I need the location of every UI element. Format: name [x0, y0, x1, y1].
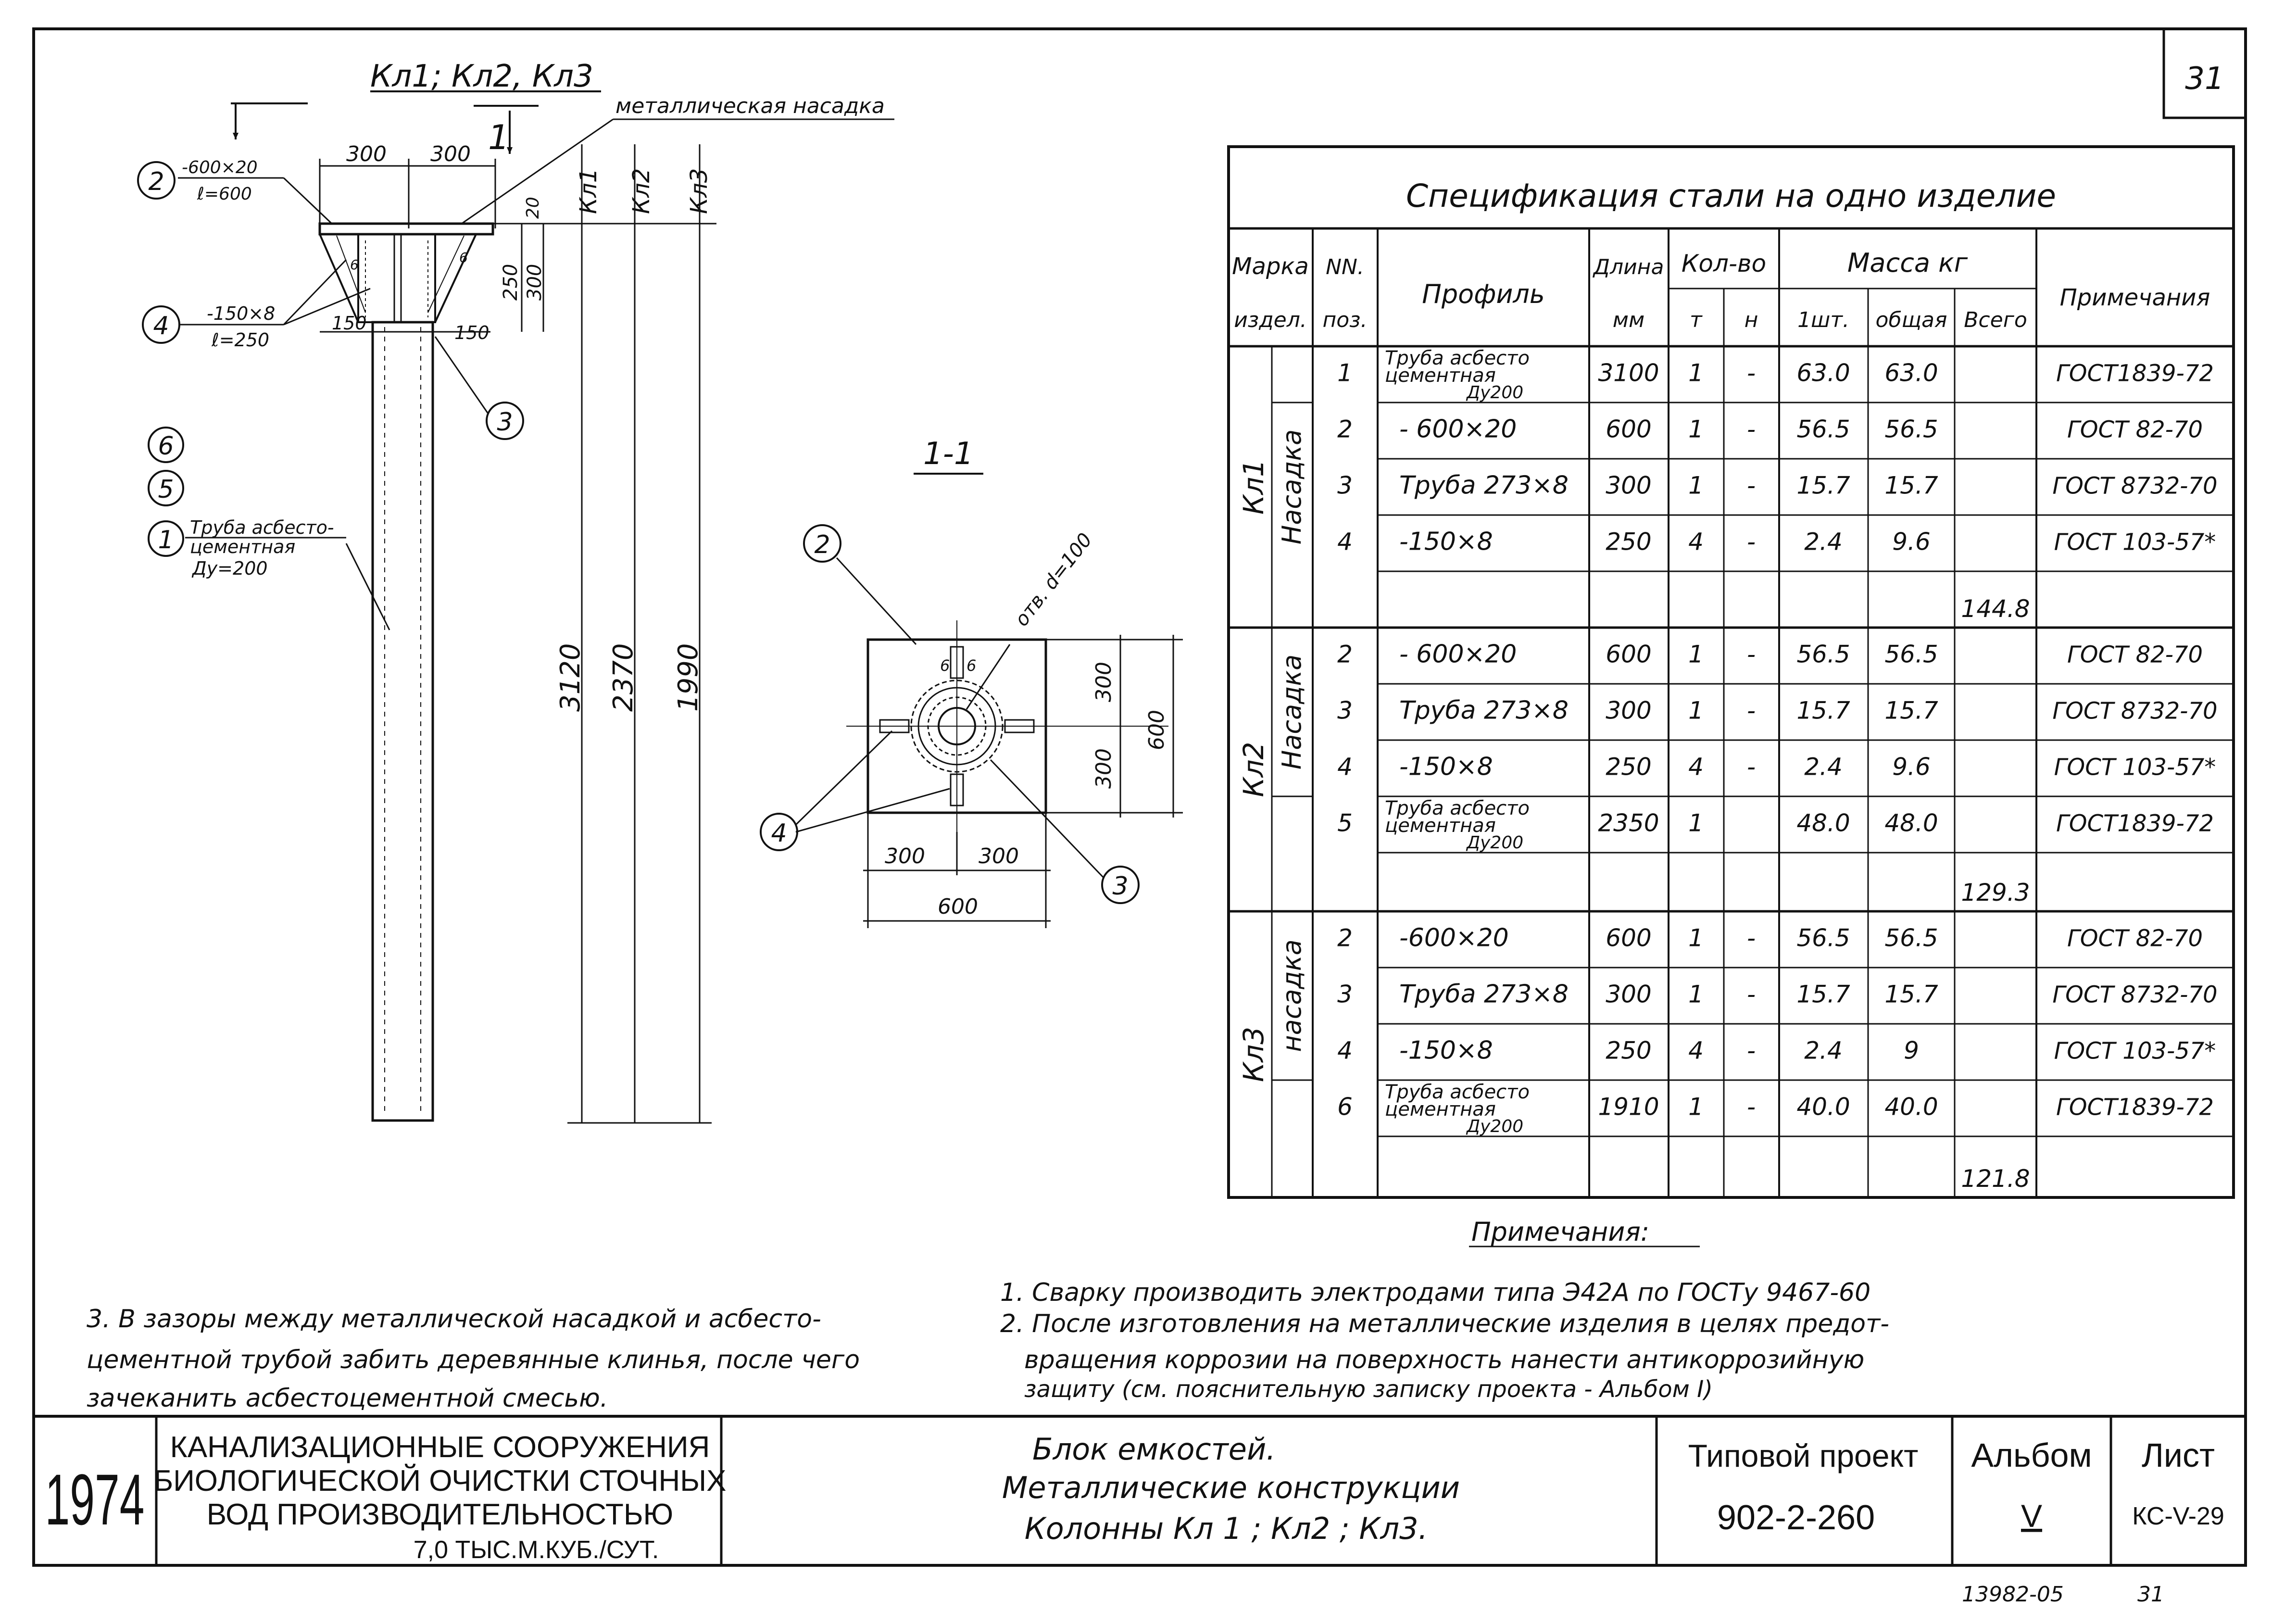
- cell-length: 300: [1606, 980, 1652, 1008]
- height-kl1: 3120: [555, 643, 586, 712]
- hdr-qty-t: т: [1690, 308, 1702, 332]
- cell-mass-1: 15.7: [1796, 471, 1850, 500]
- cell-profile-3: Ду200: [1467, 833, 1524, 853]
- note-2a: 2. После изготовления на металлические изделия в целях предот-: [1000, 1309, 1890, 1338]
- cell-mass-1: 40.0: [1796, 1093, 1850, 1121]
- cell-qty-n: -: [1746, 1093, 1756, 1121]
- cell-mass-total: 56.5: [1884, 415, 1938, 443]
- cell-mass-total: 9: [1904, 1036, 1919, 1065]
- callout-1-line1: Труба асбесто-: [190, 517, 334, 538]
- dim-6-right: 6: [459, 250, 468, 265]
- cell-profile-2: цементная: [1385, 815, 1496, 837]
- cell-note: ГОСТ 82-70: [2067, 416, 2203, 443]
- cell-length: 300: [1606, 696, 1652, 725]
- section-dim-6b: 6: [967, 656, 977, 675]
- album-label: Альбом: [1971, 1436, 2092, 1474]
- cell-qty-n: -: [1746, 640, 1756, 668]
- group-total: 129.3: [1961, 879, 2030, 906]
- cell-mass-total: 56.5: [1884, 640, 1938, 668]
- section-dim-300-bottom: 300: [1092, 748, 1116, 789]
- svg-text:4: 4: [153, 312, 169, 340]
- sheet-label: Лист: [2141, 1436, 2215, 1474]
- cell-pos: 4: [1337, 753, 1353, 781]
- hole-label: отв. d=100: [1010, 529, 1097, 631]
- page-number-box: [2164, 29, 2246, 118]
- album-number: V: [2021, 1498, 2043, 1534]
- cell-length: 600: [1606, 924, 1652, 952]
- cell-profile: - 600×20: [1399, 640, 1517, 669]
- cell-qty-n: -: [1746, 359, 1756, 387]
- hdr-profile: Профиль: [1422, 279, 1545, 309]
- svg-text:3: 3: [1112, 872, 1129, 901]
- dim-300-right: 300: [430, 142, 471, 166]
- cell-qty-t: 1: [1688, 924, 1704, 952]
- hdr-poz: поз.: [1322, 308, 1368, 332]
- cell-profile: -150×8: [1399, 1036, 1493, 1065]
- note-1: 1. Сварку производить электродами типа Э42А по ГОСТу 9467-60: [1000, 1278, 1871, 1307]
- year: 1974: [45, 1460, 145, 1540]
- cell-qty-n: -: [1746, 528, 1756, 556]
- page-number: 31: [2185, 61, 2224, 97]
- hdr-mass-all: Всего: [1964, 308, 2027, 332]
- group-mark: Кл3: [1237, 1026, 1270, 1083]
- dim-6-left: 6: [350, 257, 359, 273]
- cell-length: 3100: [1598, 359, 1659, 387]
- cell-length: 600: [1606, 640, 1652, 668]
- svg-text:2: 2: [814, 530, 830, 559]
- cell-note: ГОСТ 103-57*: [2054, 754, 2216, 781]
- hdr-marka: Марка: [1232, 253, 1309, 280]
- spec-body: [1229, 346, 2234, 1197]
- cell-length: 2350: [1598, 809, 1659, 837]
- drawing-name-1: Блок емкостей.: [1032, 1432, 1276, 1467]
- cell-mass-total: 48.0: [1884, 809, 1938, 837]
- column-elevation: [138, 59, 894, 1123]
- col-mark-kl3: Кл3: [686, 168, 713, 214]
- spec-table: [1229, 147, 2234, 1197]
- cell-qty-t: 1: [1688, 471, 1704, 500]
- cell-note: ГОСТ 8732-70: [2052, 981, 2218, 1008]
- svg-text:3: 3: [497, 408, 513, 437]
- cell-profile: Труба 273×8: [1399, 980, 1569, 1009]
- cell-note: ГОСТ 8732-70: [2052, 697, 2218, 725]
- note-2c: защиту (см. пояснительную записку проекта - Альбом I): [1024, 1376, 1713, 1403]
- nozzle-label: металлическая насадка: [615, 94, 885, 118]
- drawing-name-2: Металлические конструкции: [1002, 1470, 1460, 1505]
- svg-text:5: 5: [158, 475, 174, 504]
- note-3a: 3. В зазоры между металлической насадкой и асбесто-: [87, 1305, 821, 1334]
- sheet-number: КС-V-29: [2132, 1502, 2224, 1530]
- cell-note: ГОСТ1839-72: [2056, 1094, 2214, 1121]
- cell-mass-total: 63.0: [1884, 359, 1938, 387]
- cell-mass-total: 9.6: [1892, 528, 1931, 556]
- section-dim-300-right: 300: [979, 844, 1019, 869]
- cell-note: ГОСТ1839-72: [2056, 810, 2214, 837]
- cell-pos: 4: [1337, 1036, 1353, 1065]
- cell-qty-t: 1: [1688, 415, 1704, 443]
- cell-qty-n: -: [1746, 696, 1756, 725]
- cell-mass-1: 15.7: [1796, 696, 1850, 725]
- cell-profile-2: цементная: [1385, 365, 1496, 387]
- note-3c: зачеканить асбестоцементной смесью.: [87, 1384, 608, 1413]
- org-line-1: КАНАЛИЗАЦИОННЫЕ СООРУЖЕНИЯ: [170, 1431, 710, 1464]
- cell-mass-total: 15.7: [1884, 471, 1938, 500]
- cell-note: ГОСТ 103-57*: [2054, 1037, 2216, 1065]
- cell-note: ГОСТ 82-70: [2067, 925, 2203, 952]
- height-kl2: 2370: [608, 643, 639, 712]
- drawing-name-3: Колонны Кл 1 ; Кл2 ; Кл3.: [1024, 1511, 1428, 1546]
- note-2b: вращения коррозии на поверхность нанести антикоррозийную: [1024, 1346, 1865, 1374]
- hdr-mass-1: 1шт.: [1797, 308, 1849, 332]
- cell-profile: -150×8: [1399, 752, 1493, 781]
- dim-250: 250: [500, 264, 522, 301]
- cell-mass-total: 15.7: [1884, 980, 1938, 1008]
- cell-pos: 6: [1337, 1093, 1353, 1121]
- section-dim-600-vertical: 600: [1144, 710, 1169, 750]
- callout-1-line3: Ду=200: [192, 558, 268, 579]
- dim-300-left: 300: [346, 142, 387, 166]
- cell-profile-1: Труба асбесто: [1385, 1081, 1530, 1103]
- cell-qty-t: 1: [1688, 640, 1704, 668]
- height-kl3: 1990: [673, 643, 704, 712]
- section-mark: 1: [488, 118, 510, 157]
- cell-mass-1: 2.4: [1804, 753, 1843, 781]
- cell-profile-3: Ду200: [1467, 1117, 1524, 1136]
- section-title: 1-1: [923, 436, 974, 472]
- cell-profile-1: Труба асбесто: [1385, 797, 1530, 819]
- cell-note: ГОСТ 82-70: [2067, 641, 2203, 668]
- hdr-mm: мм: [1612, 308, 1645, 332]
- project-number: 902-2-260: [1717, 1498, 1875, 1537]
- cell-length: 300: [1606, 471, 1652, 500]
- svg-text:4: 4: [771, 819, 787, 848]
- cell-mass-1: 63.0: [1796, 359, 1850, 387]
- hdr-qty-n: н: [1744, 308, 1758, 332]
- callout-2-length: ℓ=600: [197, 184, 252, 204]
- cell-profile: -150×8: [1399, 527, 1493, 556]
- section-1-1: [761, 436, 1183, 928]
- section-dim-300-top: 300: [1092, 662, 1116, 702]
- group-mark: Кл1: [1237, 459, 1270, 515]
- cell-profile: Труба 273×8: [1399, 471, 1569, 500]
- cell-pos: 3: [1337, 980, 1353, 1008]
- cell-mass-1: 48.0: [1796, 809, 1850, 837]
- hdr-mass: Масса кг: [1847, 248, 1968, 278]
- title-block: [34, 1416, 2246, 1565]
- cell-mass-1: 15.7: [1796, 980, 1850, 1008]
- group-total: 144.8: [1961, 595, 2030, 623]
- cell-length: 250: [1606, 528, 1652, 556]
- cell-profile-2: цементная: [1385, 1098, 1496, 1120]
- cell-note: ГОСТ1839-72: [2056, 360, 2214, 387]
- section-dim-300-left: 300: [885, 844, 925, 869]
- group-mark: Кл2: [1237, 742, 1270, 797]
- cell-mass-1: 2.4: [1804, 1036, 1843, 1065]
- section-dim-600-horizontal: 600: [938, 894, 978, 919]
- cell-qty-n: -: [1746, 1036, 1756, 1065]
- hdr-izdel: издел.: [1234, 308, 1307, 332]
- hdr-qty: Кол-во: [1681, 250, 1767, 277]
- cell-qty-n: -: [1746, 415, 1756, 443]
- note-3b: цементной трубой забить деревянные клинья, после чего: [87, 1346, 860, 1374]
- spec-title: Спецификация стали на одно изделие: [1406, 177, 2057, 214]
- archive-page: 31: [2137, 1582, 2164, 1607]
- cell-mass-1: 56.5: [1796, 640, 1850, 668]
- cell-length: 600: [1606, 415, 1652, 443]
- cell-mass-total: 40.0: [1884, 1093, 1938, 1121]
- cell-mass-1: 2.4: [1804, 528, 1843, 556]
- cell-qty-n: -: [1746, 753, 1756, 781]
- cell-profile: - 600×20: [1399, 415, 1517, 444]
- cell-qty-t: 4: [1688, 528, 1704, 556]
- cell-pos: 4: [1337, 528, 1353, 556]
- cell-pos: 1: [1337, 359, 1353, 387]
- cell-pos: 3: [1337, 471, 1353, 500]
- cell-pos: 2: [1337, 640, 1353, 668]
- cell-qty-n: -: [1746, 471, 1756, 500]
- cell-pos: 5: [1337, 809, 1353, 837]
- cell-note: ГОСТ 8732-70: [2052, 472, 2218, 500]
- cell-qty-t: 1: [1688, 809, 1704, 837]
- drawing-title: Кл1; Кл2, Кл3: [370, 59, 593, 94]
- cell-qty-t: 1: [1688, 359, 1704, 387]
- hdr-nn: NN.: [1326, 255, 1364, 279]
- group-sub-label: насадка: [1277, 939, 1307, 1052]
- cell-pos: 2: [1337, 415, 1353, 443]
- cell-mass-total: 56.5: [1884, 924, 1938, 952]
- group-total: 121.8: [1961, 1165, 2030, 1193]
- cell-mass-total: 15.7: [1884, 696, 1938, 725]
- cell-length: 1910: [1598, 1093, 1659, 1121]
- cell-profile: -600×20: [1399, 923, 1509, 953]
- callout-2-profile: -600×20: [182, 158, 258, 177]
- cell-qty-t: 1: [1688, 1093, 1704, 1121]
- cell-qty-t: 4: [1688, 753, 1704, 781]
- col-mark-kl2: Кл2: [628, 168, 655, 214]
- hdr-note: Примечания: [2059, 284, 2210, 311]
- cell-qty-t: 4: [1688, 1036, 1704, 1065]
- notes-title: Примечания:: [1471, 1217, 1650, 1247]
- cell-mass-total: 9.6: [1892, 753, 1931, 781]
- callout-4-profile: -150×8: [207, 303, 276, 324]
- svg-text:2: 2: [148, 167, 164, 196]
- svg-text:1: 1: [158, 526, 174, 554]
- cell-length: 250: [1606, 1036, 1652, 1065]
- cell-profile: Труба 273×8: [1399, 696, 1569, 725]
- group-sub-label: Насадка: [1277, 654, 1307, 770]
- cell-pos: 2: [1337, 924, 1353, 952]
- cell-pos: 3: [1337, 696, 1353, 725]
- notes: [87, 1217, 1889, 1413]
- org-line-4: 7,0 ТЫС.М.КУБ./СУТ.: [413, 1536, 659, 1564]
- cell-qty-n: -: [1746, 924, 1756, 952]
- project-label: Типовой проект: [1688, 1438, 1919, 1473]
- cell-mass-1: 56.5: [1796, 924, 1850, 952]
- callout-4-length: ℓ=250: [212, 329, 270, 351]
- cell-qty-t: 1: [1688, 980, 1704, 1008]
- dim-150-right: 150: [454, 322, 490, 343]
- archive-mark: 13982-05: [1962, 1582, 2064, 1607]
- cell-profile-1: Труба асбесто: [1385, 347, 1530, 369]
- hdr-mass-total: общая: [1875, 308, 1947, 332]
- cell-qty-n: -: [1746, 980, 1756, 1008]
- cell-mass-1: 56.5: [1796, 415, 1850, 443]
- col-mark-kl1: Кл1: [575, 168, 602, 214]
- section-dim-6a: 6: [940, 656, 950, 675]
- cell-profile-3: Ду200: [1467, 383, 1524, 403]
- dim-300-vertical: 300: [524, 264, 546, 301]
- callout-1-line2: цементная: [190, 536, 296, 557]
- org-line-3: ВОД ПРОИЗВОДИТЕЛЬНОСТЬЮ: [206, 1498, 674, 1531]
- dim-150-left: 150: [332, 313, 367, 334]
- org-line-2: БИОЛОГИЧЕСКОЙ ОЧИСТКИ СТОЧНЫХ: [153, 1464, 727, 1498]
- hdr-length: Длина: [1593, 255, 1664, 279]
- dim-20: 20: [523, 197, 543, 219]
- cell-qty-t: 1: [1688, 696, 1704, 725]
- group-sub-label: Насадка: [1277, 429, 1307, 545]
- cell-note: ГОСТ 103-57*: [2054, 529, 2216, 556]
- svg-text:6: 6: [158, 432, 174, 461]
- cell-length: 250: [1606, 753, 1652, 781]
